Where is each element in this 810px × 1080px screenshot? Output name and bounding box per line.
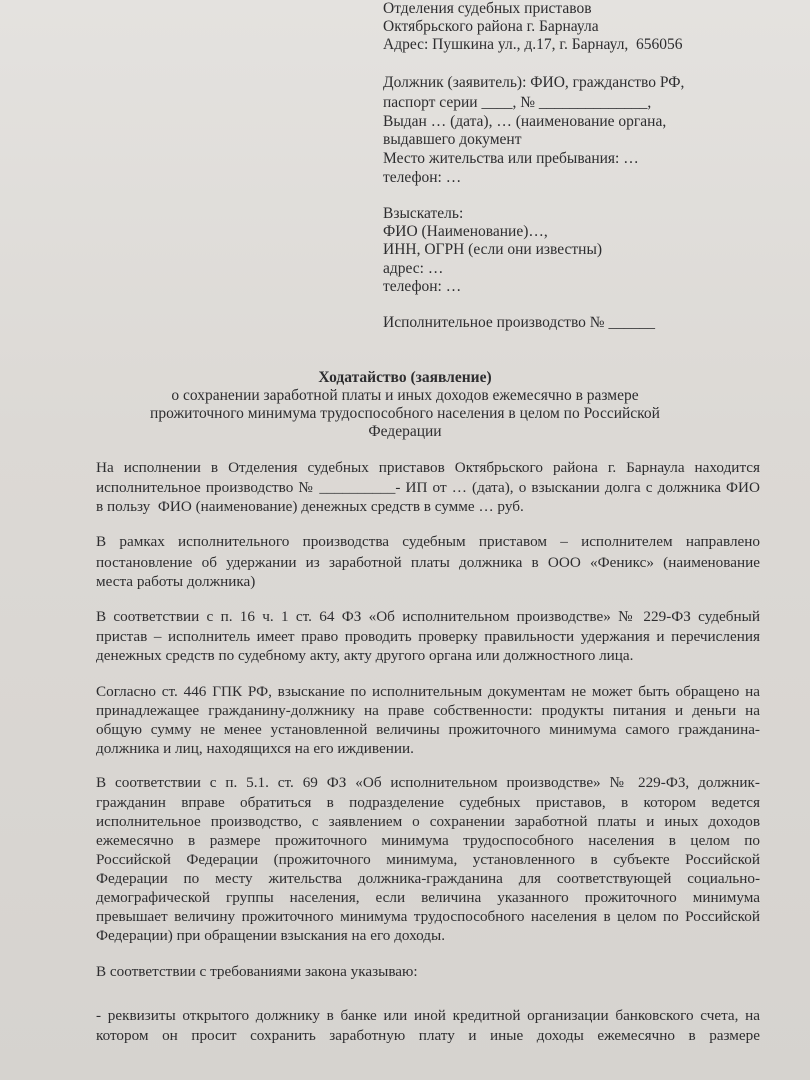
- p4-line-2: принадлежащее гражданину-должнику на праве собственности: продукты питания и деньги на: [96, 702, 760, 719]
- header-line-10: Взыскатель:: [383, 205, 464, 222]
- p5-line-8: превышает величину прожиточного минимума трудоспособного населения в целом по Российской: [96, 908, 760, 925]
- document-title: Ходатайство (заявление): [318, 369, 492, 386]
- title-sub-3: Федерации: [368, 423, 442, 440]
- p1-line-3: в пользу ФИО (наименование) денежных средств в сумме … руб.: [96, 498, 524, 515]
- p3-line-3: денежных средств по судебному акту, акту другого органа или должностного лица.: [96, 647, 634, 664]
- header-line-2: Октябрьского района г. Барнаула: [383, 18, 599, 35]
- p5-line-7: демографической группы населения, если величина указанного прожиточного минимума: [96, 889, 760, 906]
- p3-line-2: пристав – исполнитель имеет право проводить проверку правильности удержания и перечисления: [96, 628, 760, 645]
- header-line-6: Выдан … (дата), … (наименование органа,: [383, 113, 667, 130]
- title-sub-2: прожиточного минимума трудоспособного населения в целом по Российской: [150, 405, 660, 422]
- header-line-7: выдавшего документ: [383, 131, 522, 148]
- header-line-11: ФИО (Наименование)…,: [383, 223, 548, 240]
- p2-line-2: постановление об удержании из заработной платы должника в ООО «Феникс» (наименование: [96, 554, 760, 571]
- p4-line-3: общую сумму не менее установленной величины прожиточного минимума самого гражданина-: [96, 721, 760, 738]
- header-line-3: Адрес: Пушкина ул., д.17, г. Барнаул, 656056: [383, 36, 683, 53]
- header-line-14: телефон: …: [383, 278, 462, 295]
- p6-line-1: В соответствии с требованиями закона указываю:: [96, 963, 418, 980]
- p5-line-9: Федерации) при обращении взыскания на его доходы.: [96, 927, 446, 944]
- p3-line-1: В соответствии с п. 16 ч. 1 ст. 64 ФЗ «Об исполнительном производстве» № 229-ФЗ судебный: [96, 608, 760, 625]
- p4-line-4: должника и лиц, находящихся на его иждивении.: [96, 740, 414, 757]
- header-line-1: Отделения судебных приставов: [383, 0, 592, 17]
- p5-line-5: Российской Федерации (прожиточного минимума, установленного в субъекте Российской: [96, 851, 760, 868]
- header-line-4: Должник (заявитель): ФИО, гражданство РФ,: [383, 74, 685, 91]
- p4-line-1: Согласно ст. 446 ГПК РФ, взыскание по исполнительным документам не может быть обращено на: [96, 683, 760, 700]
- header-line-12: ИНН, ОГРН (если они известны): [383, 241, 603, 258]
- header-line-15: Исполнительное производство № ______: [383, 314, 655, 331]
- p5-line-1: В соответствии с п. 5.1. ст. 69 ФЗ «Об исполнительном производстве» № 229-ФЗ, должник-: [96, 774, 760, 791]
- p5-line-2: гражданин вправе обратиться в подразделение судебных приставов, в котором ведется: [96, 794, 760, 811]
- p5-line-6: Федерации по месту жительства должника-гражданина для соответствующей социально-: [96, 870, 760, 887]
- header-line-5: паспорт серии ____, № ______________,: [383, 94, 652, 111]
- header-line-13: адрес: …: [383, 260, 444, 277]
- header-line-9: телефон: …: [383, 169, 462, 186]
- p1-line-2: исполнительное производство № __________- ИП от … (дата), о взыскании долга с должника ФИО: [96, 479, 760, 496]
- header-line-8: Место жительства или пребывания: …: [383, 150, 639, 167]
- p2-line-3: места работы должника): [96, 573, 256, 590]
- title-sub-1: о сохранении заработной платы и иных доходов ежемесячно в размере: [171, 387, 639, 404]
- p7-line-2: котором он просит сохранить заработную плату и иные доходы ежемесячно в размере: [96, 1027, 760, 1044]
- p5-line-3: исполнительное производство, с заявлением о сохранении заработной платы и иных доходов: [96, 813, 760, 830]
- p1-line-1: На исполнении в Отделения судебных приставов Октябрьского района г. Барнаула находится: [96, 459, 760, 476]
- p2-line-1: В рамках исполнительного производства судебным приставом – исполнителем направлено: [96, 533, 760, 550]
- p5-line-4: ежемесячно в размере прожиточного минимума трудоспособного населения в целом по: [96, 832, 760, 849]
- p7-line-1: - реквизиты открытого должнику в банке или иной кредитной организации банковского счета, на: [96, 1007, 760, 1024]
